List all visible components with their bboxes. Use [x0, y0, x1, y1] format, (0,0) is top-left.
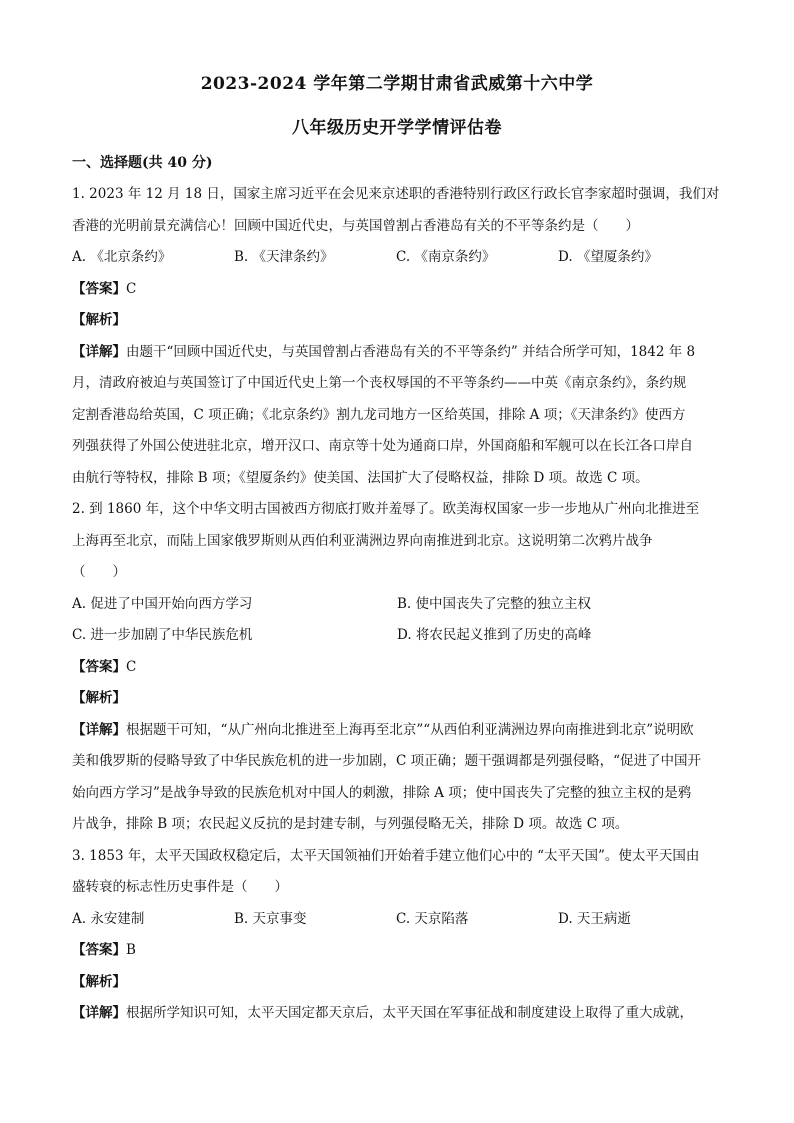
question-3 [72, 841, 722, 1030]
q3-answer [72, 935, 722, 967]
q2-answer-label: 【答案】 [72, 658, 126, 675]
q2-option-b: B. 使中国丧失了完整的独立主权 [397, 595, 592, 612]
q3-stem-line2: 盛转衰的标志性历史事件是（ ） [72, 879, 288, 895]
question-1 [72, 179, 722, 494]
q1-stem-line1: 1. 2023 年 12 月 18 日，国家主席习近平在会见来京述职的香港特别行政区行政长官李家超时强调，我们对 [72, 186, 720, 202]
q2-option-a: A. 促进了中国开始向西方学习 [72, 595, 253, 612]
q1-answer-value: C [126, 280, 137, 297]
q3-option-c: C. 天京陷落 [396, 910, 469, 927]
q2-stem-line2: 上海再至北京，而陆上国家俄罗斯则从西伯利亚满洲边界向南推进到北京。这说明第二次鸦片战争 [72, 532, 653, 549]
question-2 [72, 494, 722, 841]
q1-detail-line3: 定割香港岛给英国，C 项正确；《北京条约》割九龙司地方一区给英国，排除 A 项；《天津条约》使西方 [72, 406, 686, 423]
q1-detail-label: 【详解】 [72, 343, 126, 360]
q2-stem-line3: （ ） [72, 564, 126, 580]
q3-detail-text1: 根据所学知识可知，太平天国定都天京后，太平天国在军事征战和制度建设上取得了重大成就， [126, 1005, 693, 1021]
q1-option-b: B. 《天津条约》 [234, 249, 334, 265]
q1-option-a: A. 《北京条约》 [72, 249, 172, 265]
q1-option-d: D. 《望厦条约》 [558, 249, 658, 265]
q2-detail-text1: 根据题干可知，“从广州向北推进至上海再至北京”“从西伯利亚满洲边界向南推进到北京”说明欧 [126, 721, 694, 738]
q2-detail-line4: 片战争，排除 B 项；农民起义反抗的是封建专制，与列强侵略无关，排除 D 项。故选 C 项。 [72, 816, 629, 832]
q1-detail-line5: 由航行等特权，排除 B 项；《望厦条约》使美国、法国扩大了侵略权益，排除 D 项。故选 C 项。 [72, 469, 649, 486]
q2-option-d: D. 将农民起义推到了历史的高峰 [397, 627, 592, 643]
q2-detail-line3: 始向西方学习”是战争导致的民族危机对中国人的刺激，排除 A 项；使中国丧失了完整的独立主权的是鸦 [72, 784, 692, 801]
q1-detail-text1: 由题干“回顾中国近代史，与英国曾割占香港岛有关的不平等条约” 并结合所学可知，1842 年 8 [126, 343, 696, 360]
q3-detail-label: 【详解】 [72, 1005, 126, 1021]
q1-answer-label: 【答案】 [72, 280, 126, 297]
q2-analysis-label: 【解析】 [72, 690, 126, 706]
q1-analysis-label: 【解析】 [72, 312, 126, 328]
q3-option-b: B. 天京事变 [234, 910, 307, 927]
q2-detail-line1 [72, 715, 722, 747]
q2-answer-value: C [126, 658, 137, 675]
q2-options-row2 [72, 620, 722, 652]
q2-stem-line1: 2. 到 1860 年，这个中华文明古国被西方彻底打败并羞辱了。欧美海权国家一步一步地从广州向北推进至 [72, 501, 700, 517]
q1-answer [72, 274, 722, 306]
q3-option-a: A. 永安建制 [72, 910, 145, 927]
q3-stem-line1: 3. 1853 年，太平天国政权稳定后，太平天国领袖们开始着手建立他们心中的 “太平天国”。使太平天国由 [72, 847, 700, 864]
q3-detail-line1 [72, 998, 722, 1030]
q3-option-d: D. 天王病逝 [558, 910, 631, 927]
q3-answer-label: 【答案】 [72, 942, 126, 958]
q1-options [72, 242, 722, 274]
q1-detail-line2: 月，清政府被迫与英国签订了中国近代史上第一个丧权辱国的不平等条约——中英《南京条约》，条约规 [72, 375, 687, 391]
q1-analysis [72, 305, 722, 337]
q2-option-c: C. 进一步加剧了中华民族危机 [72, 627, 253, 643]
q1-detail-line4: 列强获得了外国公使进驻北京，增开汉口、南京等十处为通商口岸，外国商船和军舰可以在长江各口岸自 [72, 438, 693, 454]
q1-option-c: C. 《南京条约》 [396, 249, 496, 265]
q3-analysis-label: 【解析】 [72, 973, 126, 990]
q1-detail-line1 [72, 337, 722, 369]
exam-title-line2: 八年级历史开学学情评估卷 [292, 118, 502, 138]
q2-answer [72, 652, 722, 684]
q2-detail-label: 【详解】 [72, 721, 126, 738]
exam-title-line1: 2023-2024 学年第二学期甘肃省武威第十六中学 [200, 74, 594, 94]
q2-analysis [72, 683, 722, 715]
q3-answer-value: B [126, 942, 136, 958]
q3-options [72, 904, 722, 936]
q1-stem-line2: 香港的光明前景充满信心！回顾中国近代史，与英国曾割占香港岛有关的不平等条约是（ ） [72, 217, 639, 234]
q2-detail-line2: 美和俄罗斯的侵略导致了中华民族危机的进一步加剧，C 项正确；题干强调都是列强侵略，“促进了中国开 [72, 753, 702, 769]
q2-options-row1 [72, 589, 722, 621]
q3-analysis [72, 967, 722, 999]
section-heading: 一、选择题(共 40 分) [72, 155, 213, 171]
